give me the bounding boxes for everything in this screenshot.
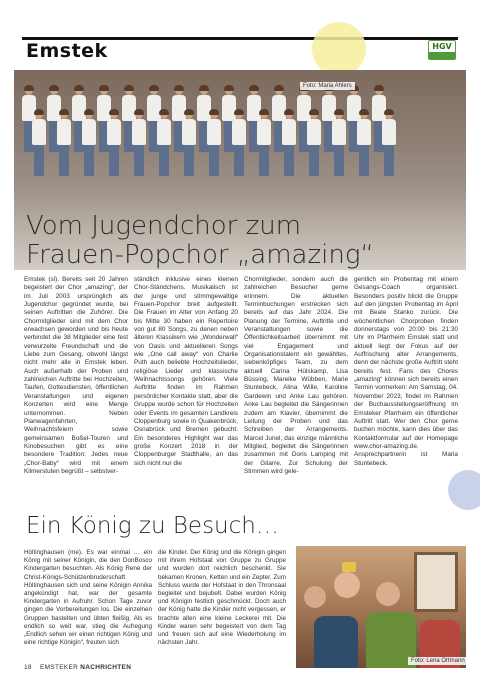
choir-member-figure: [32, 110, 46, 176]
choir-member-figure: [107, 110, 121, 176]
choir-member-figure: [307, 110, 321, 176]
page-number: 18: [24, 664, 32, 671]
article-column-2: ständlich inklusive eines kleinen Chor-Ständchens. Musikalisch ist der junge und stimmgewaltige Frauen-Popchor breit aufgestellt. Die Frauen im Alter von Anfang 20 bis Mitte 30 haben ein Repertoire von gut 80 Songs, zu denen neben älteren Klassikern wie „Wonderwall“ von Oasis und aktuelleren Songs wie „One call away“ von Charlie Puth auch beliebte Hochzeitslieder, religiöse Lieder und klassische Weihnachtssongs gehören. Viele Auftritte finden im Rahmen persönlicher Kontakte statt, aber die Gruppe wurde schon für Hochzeiten oder Events im gesamten Landkreis Cloppenburg sowie in Quakenbrück, Osnabrück und Bremen gebucht. Ein besonderes Highlight war das große Konzert 2018 in der Cloppenburger Stadthalle, an das sich nicht nur die: [134, 276, 238, 467]
headline-line-1: Vom Jugendchor zum: [26, 211, 302, 241]
logo-bar: [429, 52, 455, 59]
photo-figure: [376, 582, 400, 606]
choir-member-figure: [132, 110, 146, 176]
page-footer: [24, 664, 131, 671]
photo-credit: Foto: Maria Ahlers: [300, 82, 355, 90]
section-title: Emstek: [26, 40, 108, 62]
article-headline-2: Ein König zu Besuch…: [26, 513, 279, 539]
choir-member-figure: [57, 110, 71, 176]
article-column-4: gentlich ein Probentag mit einem Gesangs-Coach organisiert. Besonders positiv blickt die Gruppe auf den jüngsten Probentag im April mit Beate Stanko zurück. Die wöchentlichen Chorproben finden donnerstags von 20:00 bis 21:30 Uhr im Pfarrheim Emstek statt und aktuell liegt der Fokus auf der Auffrischung alter Arrangements, denn der nächste große Auftritt steht bereits fest. Fans des Chores „amazing“ können sich bereits einen Termin vormerken: Am Samstag, 04. November 2023, findet im Rahmen der Buchausstellungseröffnung im Emsteker Pfarrheim ein öffentlicher Auftritt statt. Wer den Chor gerne buchen möchte, kann dies über das Kontaktformular auf der Homepage www.chor-amazing.de. Ansprechpartnerin ist Maria Stuntebeck.: [354, 276, 458, 467]
article2-column-1: Höltinghausen (me). Es war einmal … ein König mit seiner Königin, die den DonBosco Kindergarten besuchten. Als König Rene der Christ-Königs-Schützenbruderschaft Höltinghausen sich und seine Königin Annika angekündigt hat, war der gesamte Kindergarten in Aufruhr. Schon Tage zuvor gingen die Vorbereitungen los. Die einzelnen Gruppen bastelten und übten fleißig. Als es endlich so weit war, stieg die Aufregung „Endlich sehen wir einen richtigen König und eine richtige Königin“, freuten sich: [24, 549, 152, 647]
choir-member-figure: [257, 110, 271, 176]
article-column-1: Emstek (sl). Bereits seit 20 Jahren begeistert der Chor „amazing“, der im Juli 2003 ursprünglich als Jugendchor gegründet wurde, bei seinen Auftritten die Zuhörer. Die Chormitglieder sind mit dem Chor erwachsen geworden und bis heute verbindet die 38 Mitglieder eine fest verwurzelte Freundschaft und die Liebe zum Gesang, obwohl längst nicht mehr alle in Emstek leben. Auch außerhalb der Proben und zahlreichen Auftritte bei Hochzeiten, Taufen, Gottesdiensten, öffentlichen Veranstaltungen und eigenen Konzerten wird eine Menge unternommen. Neben Planwagenfahrten, Weihnachtsfeiern sowie gemeinsamen Boßel-Touren und Kinobesuchen gibt es eine besondere Tradition: Jedes neue „Chor-Baby“ wird mit einem Kilmerstuten begrüßt – selbstver-: [24, 276, 128, 475]
photo-crown: [342, 562, 356, 572]
logo-text: HGV: [432, 42, 452, 51]
choir-member-figure: [282, 110, 296, 176]
photo-figure: [304, 586, 326, 608]
article2-column-2: die Kinder. Der König und die Königin gingen mit ihrem Hofstaat von Gruppe zu Gruppe und wurden dort reichlich beschenkt. Sie bekamen Kronen, Ketten und ein Zepter. Zum Schluss wurde der Hofstaat in den Thronsaal begleitet und bejubelt. Dabei wurden König und Königin festlich geschmückt. Doch auch der König hatte die Kinder nicht vergessen, er brachte allen eine kleine Leckerei mit. Die Kinder waren sehr begeistert von dem Tag und freuen sich auf eine Wiederholung im nächsten Jahr.: [158, 549, 286, 647]
decorative-circle: [312, 22, 366, 76]
choir-member-figure: [82, 110, 96, 176]
choir-member-figure: [332, 110, 346, 176]
article-headline: [26, 212, 374, 270]
article-column-3: Chormitglieder, sondern auch die zahlreichen Besucher gerne erinnern. Die aktuellen Terminbuchungen erstrecken sich bereits auf das Jahr 2024. Die Planung der Termine, Auftritte und Veranstaltungen sowie die Öffentlichkeitsarbeit übernimmt mit viel Engagement und Organisationstalent ein gewähltes, siebenköpfiges Team, zu dem aktuell Carina Hülskamp, Lisa Büssing, Mareike Wübben, Marie Stuntebeck, Alina Wille, Karoline Gardewin und Anke Lau gehören. Anke Lau begleitet die Sängerinnen zudem am Klavier, übernimmt die Leitung der Proben und das Schreiben der Arrangements. Marcel Junel, das einzige männliche Mitglied, begleitet die Sängerinnen zusammen mit Doris Lamping mit der Gitarre. Zur Schulung der Stimmen wird gele-: [244, 276, 348, 475]
photo-figure: [314, 616, 358, 668]
choir-member-figure: [157, 110, 171, 176]
hgv-logo-icon: [428, 40, 456, 60]
kindergarten-photo: [296, 546, 466, 668]
choir-member-figure: [382, 110, 396, 176]
photo-figure: [334, 572, 360, 598]
choir-member-figure: [182, 110, 196, 176]
choir-member-figure: [207, 110, 221, 176]
decorative-circle-blue: [448, 470, 480, 510]
photo-credit-2: Foto: Lena Ortmann: [408, 657, 468, 665]
photo-window: [414, 552, 458, 612]
footer-section-bold: NACHRICHTEN: [80, 664, 132, 671]
choir-member-figure: [357, 110, 371, 176]
footer-section-light: EMSTEKER: [39, 664, 79, 671]
headline-line-2: Frauen-Popchor „amazing“: [26, 240, 374, 270]
choir-member-figure: [232, 110, 246, 176]
